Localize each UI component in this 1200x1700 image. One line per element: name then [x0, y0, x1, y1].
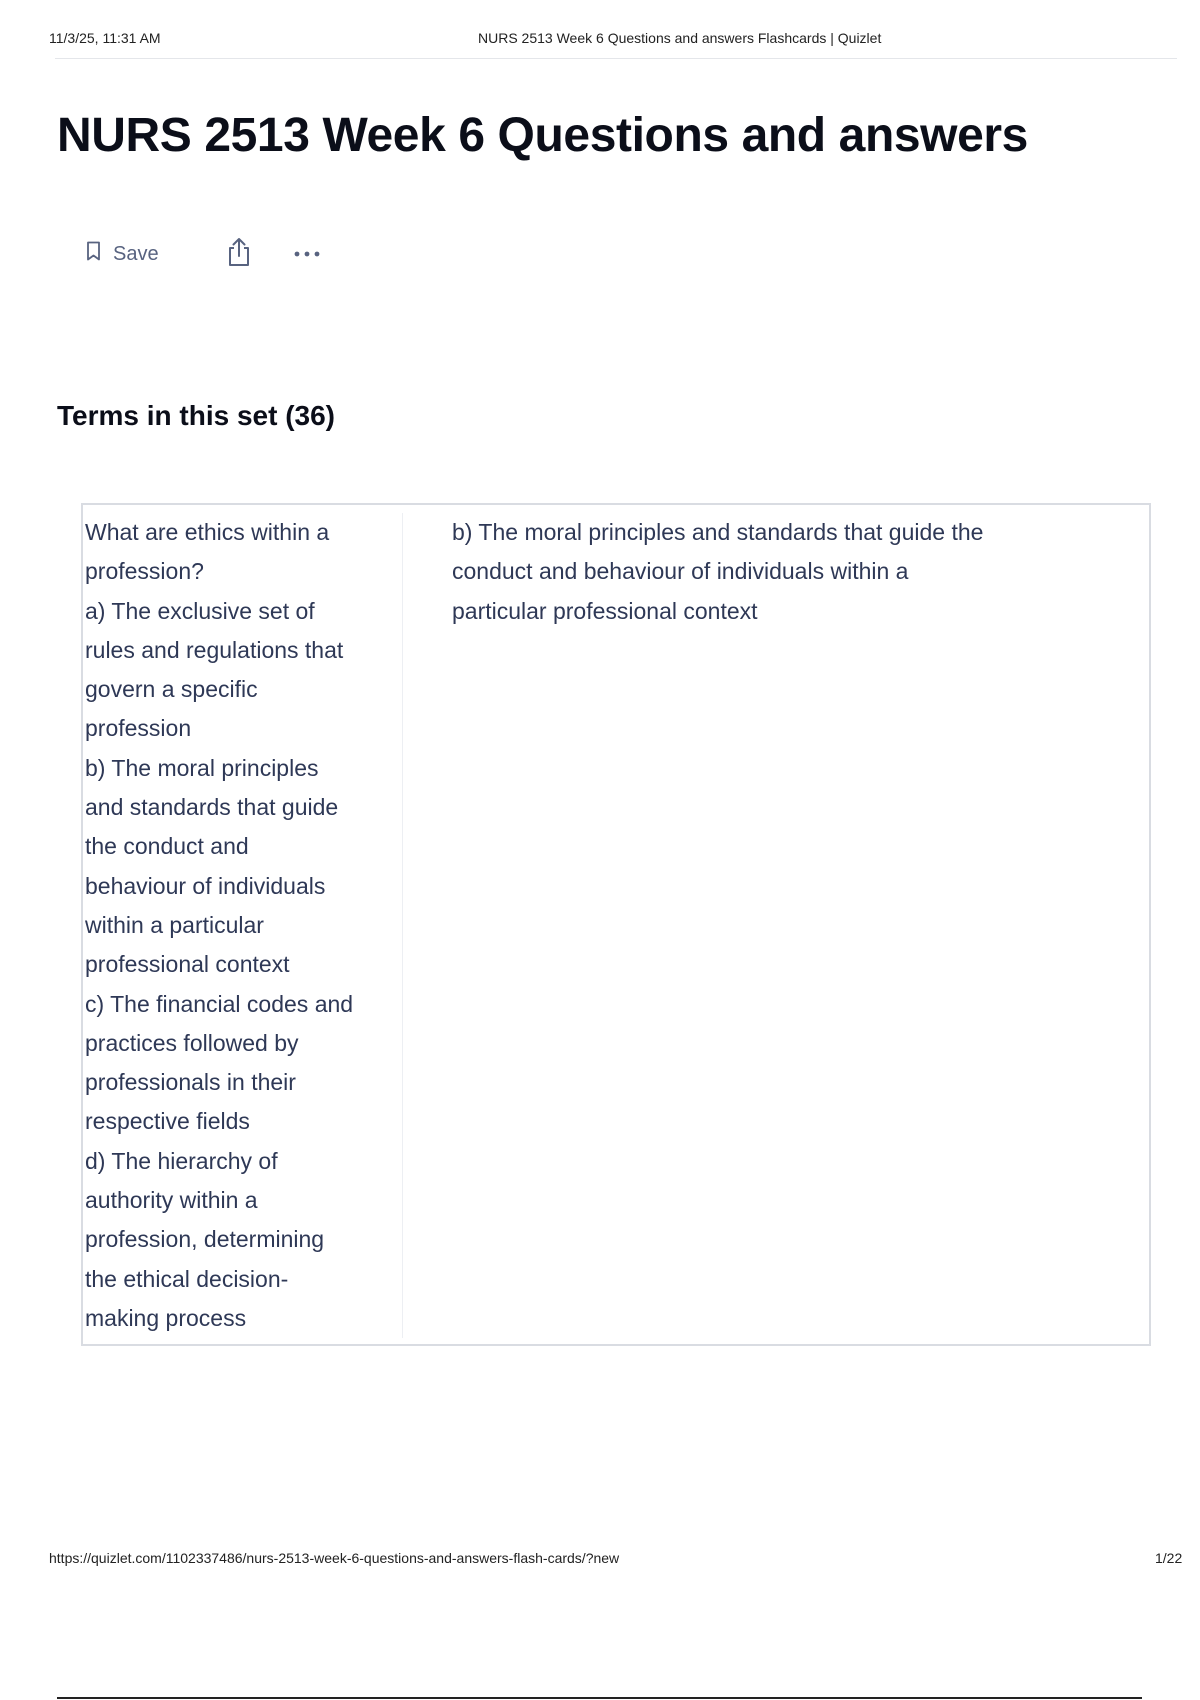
term-line: authority within a [85, 1187, 258, 1214]
print-header [49, 30, 1180, 50]
more-options-icon [293, 245, 321, 263]
term-line: behaviour of individuals [85, 872, 326, 899]
term-line: profession, determining [85, 1226, 325, 1253]
term-line: within a particular [85, 911, 264, 938]
definition-line: particular professional context [452, 597, 758, 624]
term-line: and standards that guide [85, 794, 339, 821]
term-line: govern a specific [85, 676, 258, 703]
term-card[interactable] [81, 503, 1151, 1346]
term-line: profession [85, 715, 192, 742]
page-title: NURS 2513 Week 6 Questions and answers [57, 109, 1028, 162]
print-page-number: 1/22 [1155, 1550, 1183, 1566]
print-date: 11/3/25, 11:31 AM [49, 30, 161, 46]
definition-line: b) The moral principles and standards that guide the [452, 519, 984, 545]
definition-text [452, 513, 1092, 631]
share-button[interactable] [222, 236, 256, 272]
terms-heading: Terms in this set (36) [57, 400, 336, 431]
term-line: What are ethics within a [85, 519, 330, 545]
term-line: making process [85, 1304, 247, 1331]
share-icon [226, 237, 252, 272]
term-line: a) The exclusive set of [85, 597, 315, 624]
print-document-title: NURS 2513 Week 6 Questions and answers Flashcards | Quizlet [478, 30, 882, 46]
definition-line: conduct and behaviour of individuals within a [452, 558, 909, 585]
term-line: respective fields [85, 1108, 250, 1135]
term-line: the ethical decision- [85, 1265, 289, 1292]
term-line: professionals in their [85, 1069, 296, 1096]
header-divider [55, 58, 1177, 59]
print-footer-url: https://quizlet.com/1102337486/nurs-2513-week-6-questions-and-answers-flash-cards/?new [49, 1550, 620, 1566]
bookmark-icon [86, 241, 101, 267]
term-line: profession? [85, 558, 204, 585]
term-line: the conduct and [85, 833, 249, 860]
save-button[interactable] [86, 236, 176, 272]
term-line: practices followed by [85, 1029, 299, 1056]
term-line: d) The hierarchy of [85, 1147, 278, 1174]
term-line: professional context [85, 951, 290, 978]
more-options-button[interactable] [290, 236, 324, 272]
term-line: c) The financial codes and [85, 990, 354, 1017]
term-line: rules and regulations that [85, 636, 344, 663]
save-button-label: Save [113, 242, 159, 265]
term-line: b) The moral principles [85, 754, 319, 781]
page-edge-divider [57, 1697, 1142, 1699]
term-text [83, 513, 403, 1338]
